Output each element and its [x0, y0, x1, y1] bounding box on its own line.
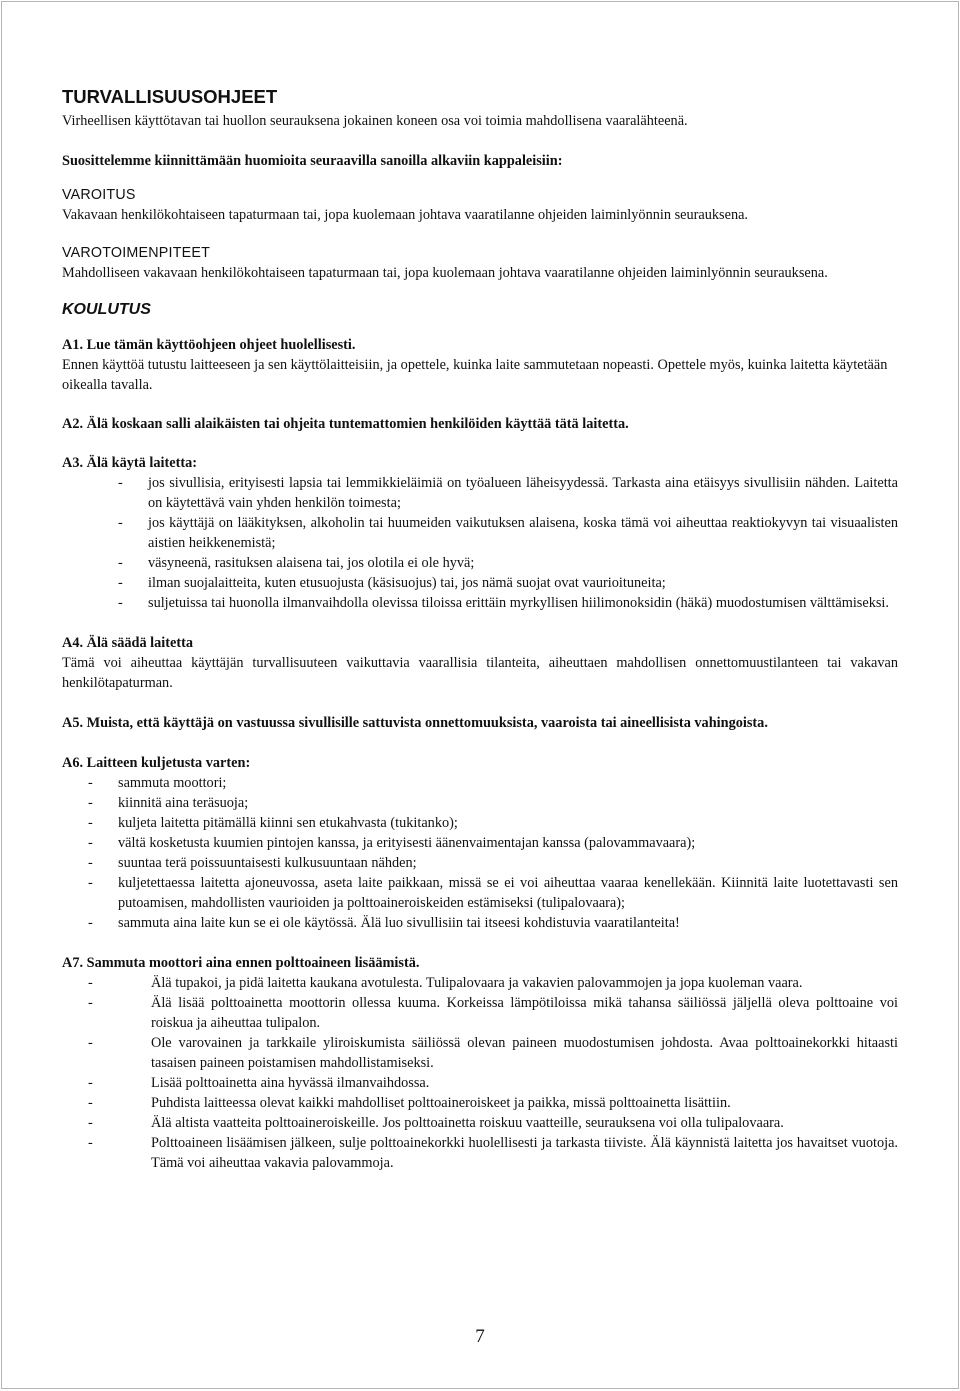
varotoimenpiteet-label: VAROTOIMENPITEET [62, 245, 211, 261]
list-item: - kuljetettaessa laitetta ajoneuvossa, aseta laite paikkaan, missä se ei voi aiheuttaa vaaraa kenellekään. Kiinnitä laite luotettavasti sen putoamisen, mahdollisten vaurioiden ja polttoaineroiskeiden estämiseksi (tulipalovaara); [62, 873, 898, 913]
list-item: - suljetuissa tai huonolla ilmanvaihdolla olevissa tiloissa erittäin myrkyllisen hiilimonoksidin (häkä) muodostumisen välttämiseksi. [62, 593, 898, 613]
list-item: - ilman suojalaitteita, kuten etusuojusta (käsisuojus) tai, jos nämä suojat ovat vaurioituneita; [62, 573, 898, 593]
list-item: - Lisää polttoainetta aina hyvässä ilmanvaihdossa. [62, 1073, 898, 1093]
document-page [1, 1, 959, 1389]
list-item: - suuntaa terä poissuuntaisesti kulkusuuntaan nähden; [62, 853, 898, 873]
page-number: 7 [475, 1326, 485, 1347]
list-item: - Ole varovainen ja tarkkaile yliroiskumista säiliössä olevan paineen muodostumisen johdosta. Avaa polttoainekorkki hitaasti tasaisen paineen poistamisen mahdollistamiseksi. [62, 1033, 898, 1073]
list-item: - jos käyttäjä on lääkityksen, alkoholin tai huumeiden vaikutuksen alaisena, koska tämä voi aiheuttaa reaktiokyvyn tai visuaalisten aistien heikkenemistä; [62, 513, 898, 553]
a6-heading: A6. Laitteen kuljetusta varten: [62, 755, 251, 771]
list-item: - Älä lisää polttoainetta moottorin ollessa kuuma. Korkeissa lämpötiloissa mikä tahansa säiliössä jäljellä oleva polttoaine voi roiskua ja aiheuttaa tulipalon. [62, 993, 898, 1033]
list-item: - kiinnitä aina teräsuoja; [62, 793, 898, 813]
intro-text: Virheellisen käyttötavan tai huollon seurauksena jokainen koneen osa voi toimia mahdollisena vaaralähteenä. [62, 113, 688, 129]
recommend-text: Suosittelemme kiinnittämään huomioita seuraavilla sanoilla alkaviin kappaleisiin: [62, 153, 563, 169]
koulutus-heading: KOULUTUS [62, 301, 151, 318]
list-item: - sammuta moottori; [62, 773, 898, 793]
a6-list [62, 773, 898, 933]
list-item: - kuljeta laitetta pitämällä kiinni sen etukahvasta (tukitanko); [62, 813, 898, 833]
varoitus-label: VAROITUS [62, 187, 136, 203]
list-item: - Polttoaineen lisäämisen jälkeen, sulje polttoainekorkki huolellisesti ja tarkasta tiiviste. Älä käynnistä laitetta jos havaitset vuotoja. Tämä voi aiheuttaa vakavia palovammoja. [62, 1133, 898, 1173]
a7-list [62, 973, 898, 1173]
varoitus-text: Vakavaan henkilökohtaiseen tapaturmaan tai, jopa kuolemaan johtava vaaratilanne ohjeiden laiminlyönnin seurauksena. [62, 207, 749, 223]
a4-heading: A4. Älä säädä laitetta [62, 635, 194, 651]
a1-text: Ennen käyttöä tutustu laitteeseen ja sen käyttölaitteisiin, ja opettele, kuinka laite sammutetaan nopeasti. Opettele myös, kuinka laitetta käytetään oikealla tavalla. [62, 357, 888, 393]
list-item: - Älä altista vaatteita polttoaineroiskeille. Jos polttoainetta roiskuu vaatteille, seurauksena voi olla tulipalovaara. [62, 1113, 898, 1133]
list-item: - jos sivullisia, erityisesti lapsia tai lemmikkieläimiä on työalueen läheisyydessä. Tarkasta aina etäisyys sivullisiin nähden. Laitetta on käytettävä vain yhden henkilön toimesta; [62, 473, 898, 513]
list-item: - sammuta aina laite kun se ei ole käytössä. Älä luo sivullisiin tai itseesi kohdistuvia vaaratilanteita! [62, 913, 898, 933]
page-title: TURVALLISUUSOHJEET [62, 86, 278, 107]
list-item: - vältä kosketusta kuumien pintojen kanssa, ja erityisesti äänenvaimentajan kanssa (palovammavaara); [62, 833, 898, 853]
a3-list [62, 473, 898, 613]
a7-heading: A7. Sammuta moottori aina ennen polttoaineen lisäämistä. [62, 955, 420, 971]
list-item: - Puhdista laitteessa olevat kaikki mahdolliset polttoaineroiskeet ja paikka, missä polttoainetta lisättiin. [62, 1093, 898, 1113]
list-item: - väsyneenä, rasituksen alaisena tai, jos olotila ei ole hyvä; [62, 553, 898, 573]
list-item: - Älä tupakoi, ja pidä laitetta kaukana avotulesta. Tulipalovaara ja vakavien palovammojen ja jopa kuoleman vaara. [62, 973, 898, 993]
varotoimenpiteet-text: Mahdolliseen vakavaan henkilökohtaiseen tapaturmaan tai, jopa kuolemaan johtava vaaratilanne ohjeiden laiminlyönnin seurauksena. [62, 265, 828, 281]
a2-heading: A2. Älä koskaan salli alaikäisten tai ohjeita tuntemattomien henkilöiden käyttää tätä laitetta. [62, 416, 629, 432]
a1-heading: A1. Lue tämän käyttöohjeen ohjeet huolellisesti. [62, 337, 356, 353]
a3-heading: A3. Älä käytä laitetta: [62, 455, 198, 471]
a5-heading: A5. Muista, että käyttäjä on vastuussa sivullisille sattuvista onnettomuuksista, vaaroista tai aineellisista vahingoista. [62, 715, 768, 731]
a4-text: Tämä voi aiheuttaa käyttäjän turvallisuuteen vaikuttavia vaarallisia tilanteita, aiheuttaen mahdollisen onnettomuustilanteen tai vakavan henkilötapaturman. [62, 655, 898, 691]
